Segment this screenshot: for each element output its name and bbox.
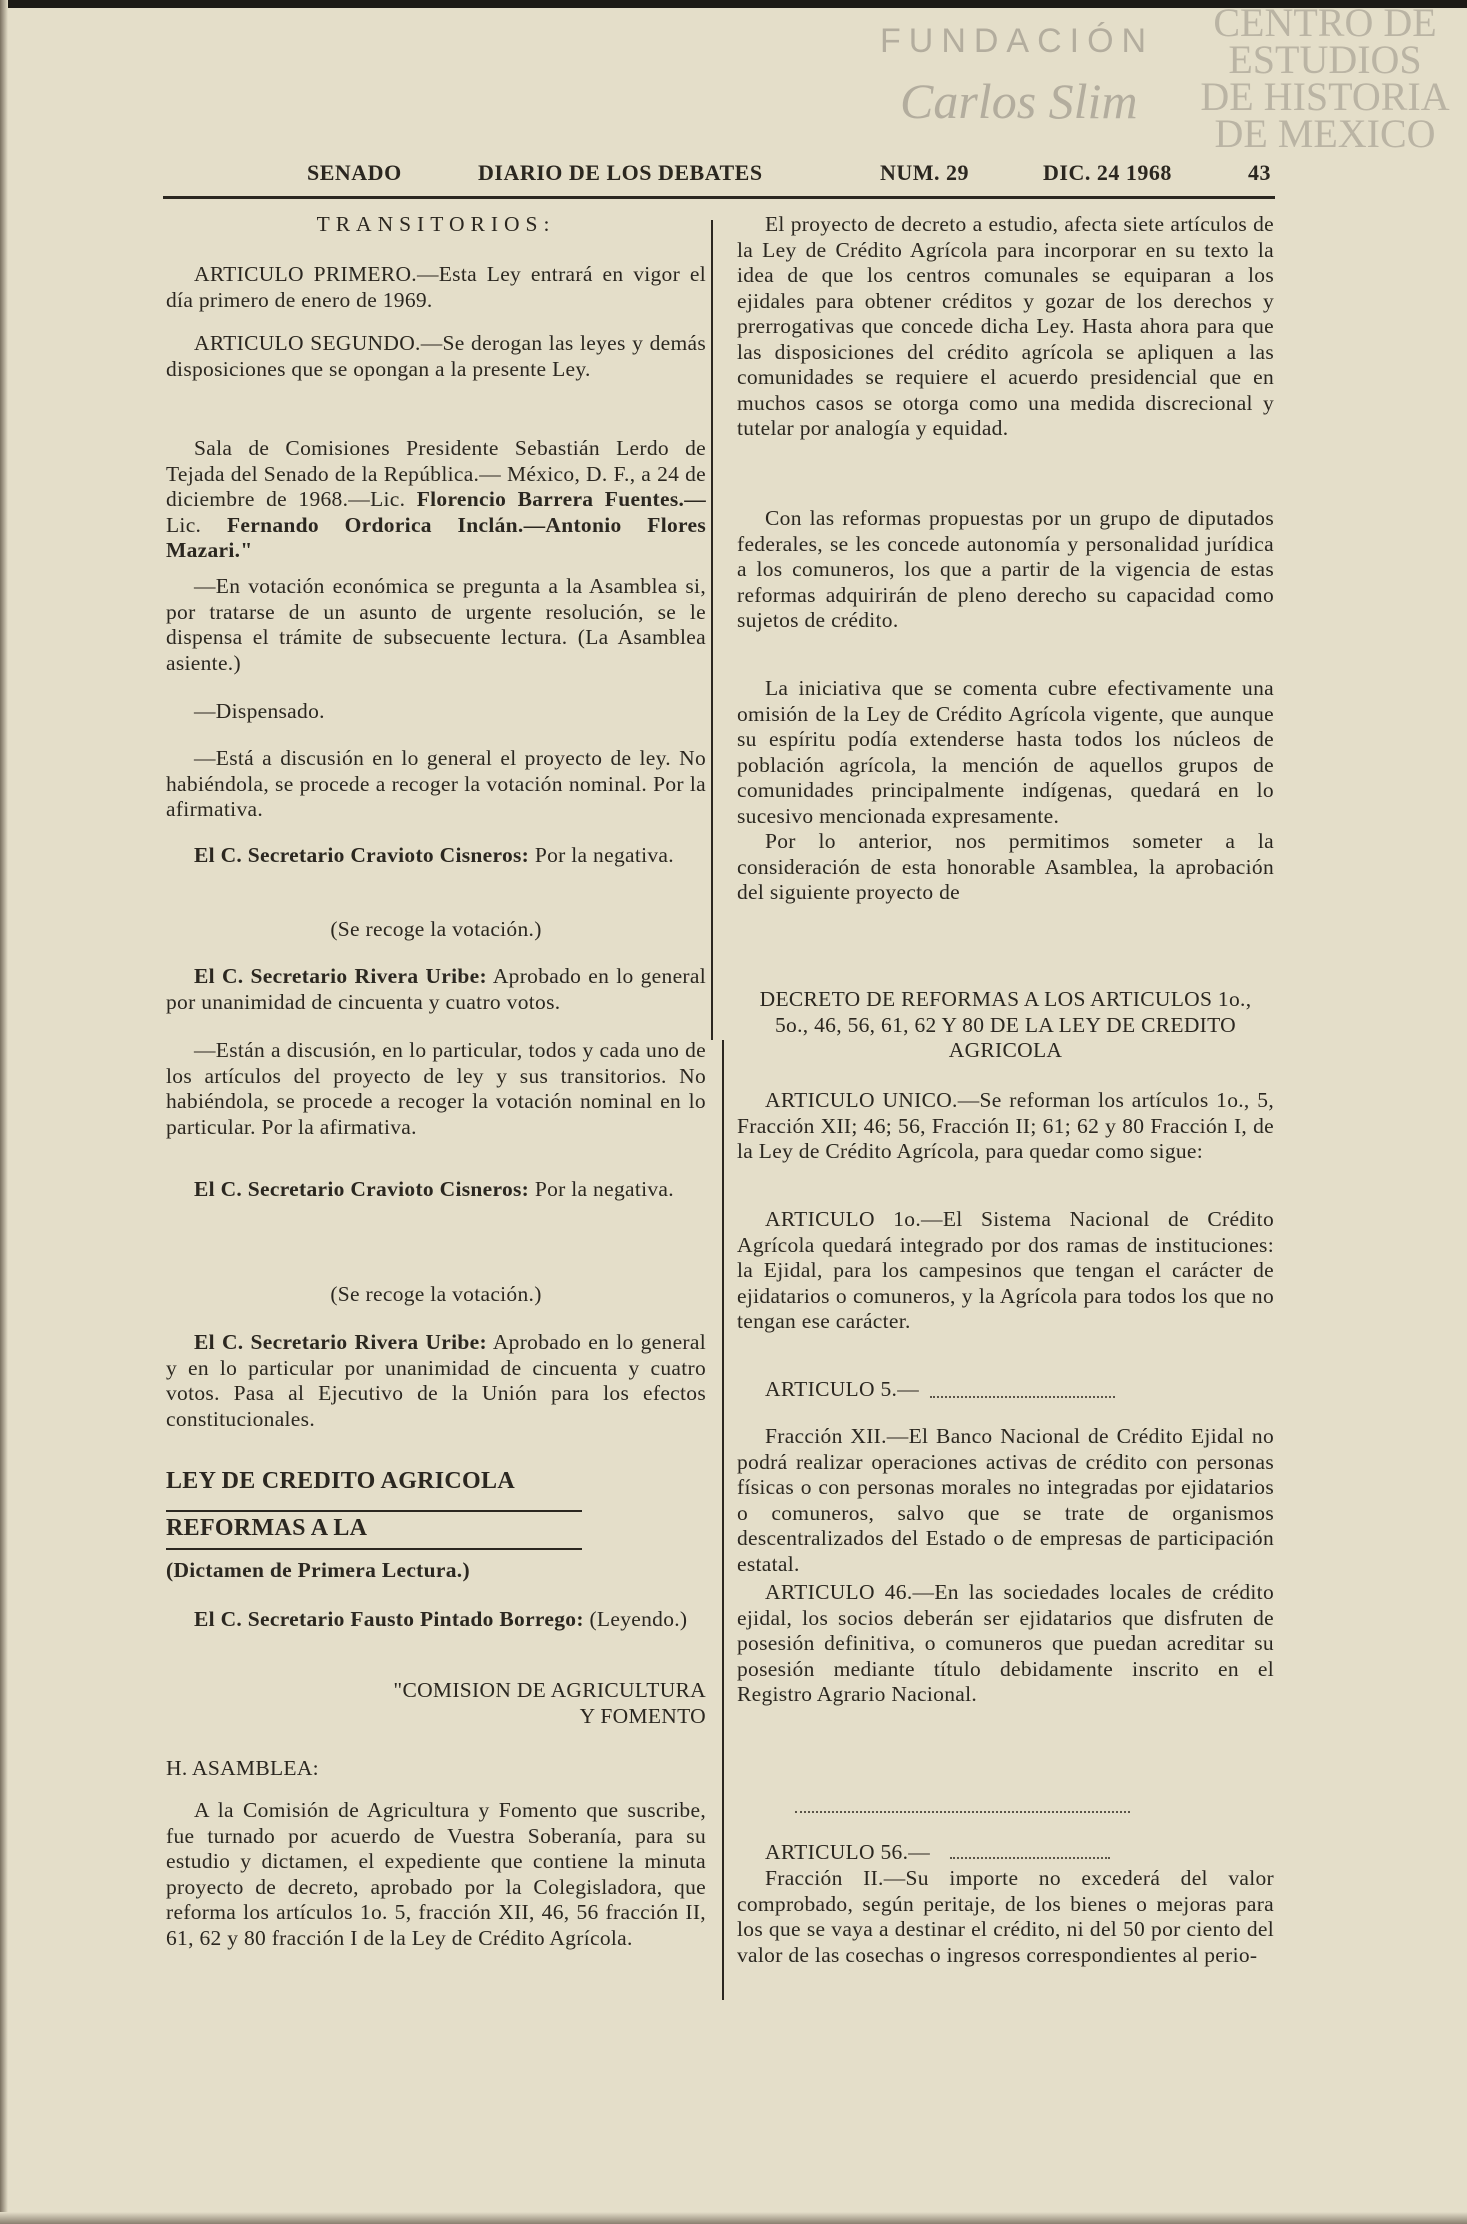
paragraph: —Dispensado.	[194, 699, 325, 723]
watermark-line: DE HISTORIA	[1200, 74, 1450, 119]
speaker: El C. Secretario Cravioto Cisneros:	[194, 1177, 530, 1201]
paragraph	[166, 964, 706, 1015]
section-heading: LEY DE CREDITO AGRICOLA	[166, 1468, 515, 1494]
dotted-leader	[950, 1857, 1110, 1859]
watermark-signature: Carlos Slim	[900, 73, 1138, 129]
scan-edge-bottom	[0, 2212, 1467, 2224]
header-section: SENADO	[307, 160, 402, 185]
paragraph: El proyecto de decreto a estudio, afecta siete artículos de la Ley de Crédito Agrícola para incorporar en su texto la idea de que los centros comunales se equiparan a los ejidales para obtener créditos y gozar de los derechos y prerrogativas que concede dicha Ley. Hasta ahora para que las disposiciones del crédito agrícola se apliquen a las comunidades se requiere el acuerdo presidencial que en muchos casos se otorga como una medida discrecional y tutelar por analogía y equidad.	[737, 212, 1274, 440]
header-page-number: 43	[1248, 160, 1271, 185]
reading-note: (Dictamen de Primera Lectura.)	[166, 1558, 470, 1582]
paragraph: —Están a discusión, en lo particular, todos y cada uno de los artículos del proyecto de ley y sus transitorios. No habiéndola, se procede a recoger la votación nominal en lo particular. Por la afirmativa.	[166, 1038, 706, 1139]
paragraph: ARTICULO 1o.—El Sistema Nacional de Crédito Agrícola quedará integrado por dos ramas de instituciones: la Ejidal, para los campesinos que tengan el carácter de ejidatarios o comuneros, y la Agrícola para todos los que no tengan ese carácter.	[737, 1207, 1274, 1333]
watermark-line: CENTRO DE	[1213, 0, 1437, 45]
signatory: Florencio Barrera Fuentes.—	[416, 487, 706, 511]
paragraph: (Se recoge la votación.)	[330, 917, 542, 941]
heading-rule	[166, 1510, 582, 1512]
salutation: H. ASAMBLEA:	[166, 1756, 319, 1780]
paragraph: Con las reformas propuestas por un grupo de diputados federales, se les concede autonomía y personalidad jurídica a los comuneros, los que a partir de la vigencia de estas reformas adquirirán de pleno derecho su capacidad como sujetos de crédito.	[737, 506, 1274, 632]
watermark-foundation: FUNDACIÓN	[880, 22, 1155, 60]
text: Por la negativa.	[529, 843, 674, 867]
watermark-line: DE MEXICO	[1214, 111, 1436, 156]
dotted-leader	[930, 1396, 1115, 1398]
paragraph: (Se recoge la votación.)	[330, 1282, 542, 1306]
speaker: El C. Secretario Cravioto Cisneros:	[194, 843, 530, 867]
text: Lic.	[166, 512, 227, 537]
paragraph	[166, 436, 706, 564]
scan-edge-left	[0, 0, 8, 2224]
text: "COMISION DE AGRICULTURA	[393, 1678, 706, 1702]
section-subheading: REFORMAS A LA	[166, 1515, 368, 1541]
column-divider	[722, 1040, 724, 2000]
paragraph: ARTICULO UNICO.—Se reforman los artículos 1o., 5, Fracción XII; 46; 56, Fracción II; 61; 62 y 80 Fracción I, de la Ley de Crédito Agrícola, para quedar como sigue:	[737, 1088, 1274, 1163]
decree-title: DECRETO DE REFORMAS A LOS ARTICULOS 1o., 5o., 46, 56, 61, 62 Y 80 DE LA LEY DE CREDITO AGRICOLA	[759, 987, 1252, 1062]
header-number: NUM. 29	[880, 160, 970, 185]
speaker: El C. Secretario Rivera Uribe:	[194, 964, 487, 988]
paragraph: Por lo anterior, nos permitimos someter a la consideración de esta honorable Asamblea, la aprobación del siguiente proyecto de	[737, 829, 1274, 904]
signatory: Fernando Ordorica Inclán.—Antonio Flores Mazari."	[166, 512, 706, 562]
paragraph	[166, 843, 706, 869]
header-rule	[163, 196, 1275, 199]
text: Por la negativa.	[529, 1177, 674, 1201]
paragraph: Fracción XII.—El Banco Nacional de Crédito Ejidal no podrá realizar operaciones activas de crédito con personas físicas o con personas morales no integradas por ejidatarios o comuneros, salvo que se trate de organismos descentralizados del Estado o de empresas de participación estatal.	[737, 1424, 1274, 1576]
paragraph: ARTICULO 5.—	[765, 1377, 919, 1401]
header-publication: DIARIO DE LOS DEBATES	[478, 160, 763, 185]
paragraph: —En votación económica se pregunta a la Asamblea si, por tratarse de un asunto de urgente resolución, se le dispensa el trámite de subsecuente lectura. (La Asamblea asiente.)	[166, 574, 706, 675]
text: Y FOMENTO	[579, 1703, 706, 1728]
commission-title	[166, 1678, 706, 1729]
paragraph: ARTICULO 56.—	[765, 1840, 931, 1864]
text: Aprobado en lo general por unanimidad de cincuenta y cuatro votos.	[166, 964, 706, 1014]
paragraph	[166, 1330, 706, 1432]
dotted-separator	[795, 1811, 1130, 1813]
speaker: El C. Secretario Rivera Uribe:	[194, 1330, 487, 1354]
paragraph: La iniciativa que se comenta cubre efectivamente una omisión de la Ley de Crédito Agrícola vigente, que aunque su espíritu podía extenderse hasta todos los núcleos de población agrícola, la mención de aquellos grupos de comunidades principalmente indígenas, quedará en lo sucesivo mencionada expresamente.	[737, 676, 1274, 828]
text: (Leyendo.)	[583, 1607, 688, 1631]
paragraph: ARTICULO SEGUNDO.—Se derogan las leyes y demás disposiciones que se opongan a la presente Ley.	[166, 331, 706, 381]
column-divider	[711, 220, 713, 1040]
watermark-line: ESTUDIOS	[1228, 37, 1422, 82]
paragraph: —Está a discusión en lo general el proyecto de ley. No habiéndola, se procede a recoger la votación nominal. Por la afirmativa.	[166, 746, 706, 821]
header-date: DIC. 24 1968	[1043, 160, 1172, 185]
speaker: El C. Secretario Fausto Pintado Borrego:	[194, 1607, 584, 1631]
paragraph	[166, 1607, 706, 1633]
text: Sala de Comisiones Presidente Sebastián Lerdo de Tejada del Senado de la República.— México, D. F., a 24 de diciembre de 1968.—Lic.	[166, 436, 706, 511]
paragraph	[166, 1177, 706, 1203]
paragraph: Fracción II.—Su importe no excederá del valor comprobado, según peritaje, de los bienes o mejoras para los que se vaya a destinar el crédito, ni del 50 por ciento del valor de las cosechas o ingresos correspondientes al perio-	[737, 1866, 1274, 1967]
transitorios-heading: TRANSITORIOS:	[316, 212, 556, 236]
paragraph: A la Comisión de Agricultura y Fomento que suscribe, fue turnado por acuerdo de Vuestra Soberanía, para su estudio y dictamen, el expediente que contiene la minuta proyecto de decreto, aprobado por la Colegisladora, que reforma los artículos 1o. 5, fracción XII, 46, 56 fracción II, 61, 62 y 80 fracción I de la Ley de Crédito Agrícola.	[166, 1798, 706, 1950]
paragraph: ARTICULO 46.—En las sociedades locales de crédito ejidal, los socios deberán ser ejidatarios que disfruten de posesión definitiva, o comuneros que puedan acreditar su posesión mediante título debidamente inscrito en el Registro Agrario Nacional.	[737, 1580, 1274, 1706]
heading-rule	[166, 1548, 582, 1550]
text: Aprobado en lo general y en lo particular por unanimidad de cincuenta y cuatro votos. Pasa al Ejecutivo de la Unión para los efectos constitucionales.	[166, 1330, 706, 1431]
paragraph: ARTICULO PRIMERO.—Esta Ley entrará en vigor el día primero de enero de 1969.	[166, 262, 706, 312]
